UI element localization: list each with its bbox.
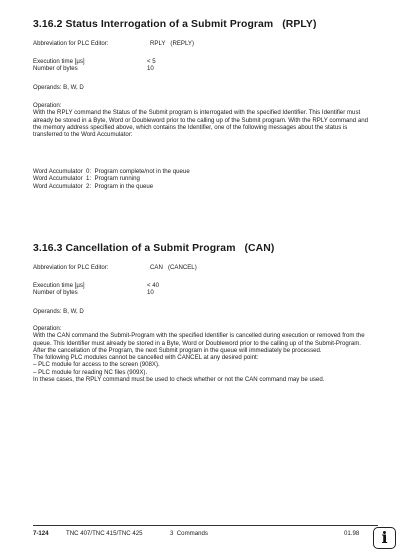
section-title: 3.16.3 Cancellation of a Submit Program xyxy=(33,243,236,254)
abbreviation-row xyxy=(33,264,197,271)
bytes-label: Number of bytes xyxy=(33,289,78,297)
accumulator-line: Word Accumulator 0: Program complete/not in the queue xyxy=(33,168,190,175)
page-number: 7-124 xyxy=(33,530,49,537)
section-code: (RPLY) xyxy=(282,19,317,30)
info-icon xyxy=(373,527,396,549)
footer-date: 01.98 xyxy=(344,530,360,537)
execution-time-value: < 40 xyxy=(147,282,160,289)
footer-model: TNC 407/TNC 415/TNC 425 xyxy=(66,530,143,537)
operation-heading: Operation: xyxy=(33,325,62,332)
abbreviation-label: Abbreviation for PLC Editor: xyxy=(33,40,109,47)
footer-divider xyxy=(33,525,378,526)
execution-time-label: Execution time [µs] xyxy=(33,282,85,289)
footer-chapter: 3 Commands xyxy=(170,530,208,537)
accumulator-line: Word Accumulator 1: Program running xyxy=(33,175,140,183)
section-code: (CAN) xyxy=(244,243,275,254)
operation-text: With the RPLY command the Status of the Submit program is interrogated with the specified Identifier. This Identifier must already be stored in a Byte, Word or Doubleword prior to the calling up of the Submit program. With the RPLY command and the memory address specified above, which contains the Identifier, one of the following messages about the status is transferred to the Word Accumulator: xyxy=(33,109,368,139)
bytes-label: Number of bytes xyxy=(33,65,78,73)
execution-time-label: Execution time [µs] xyxy=(33,58,85,65)
module-item: – PLC module for access to the screen (908X). xyxy=(33,361,160,369)
bytes-value: 10 xyxy=(147,289,154,297)
execution-time-value: < 5 xyxy=(147,58,156,65)
section-heading-can xyxy=(33,243,274,254)
module-note: The following PLC modules cannot be cancelled with CANCEL at any desired point: xyxy=(33,354,259,362)
info-glyph: i xyxy=(381,528,388,547)
accumulator-line: Word Accumulator 2: Program in the queue xyxy=(33,182,154,190)
section-title: 3.16.2 Status Interrogation of a Submit Program xyxy=(33,19,274,30)
operation-block xyxy=(33,102,375,138)
execution-block xyxy=(33,282,159,297)
operands-text: Operands: B, W, D xyxy=(33,84,84,91)
module-note: In these cases, the RPLY command must be used to check whether or not the CAN command may be used. xyxy=(33,376,325,384)
abbreviation-value: CAN (CANCEL) xyxy=(150,264,197,271)
module-item: – PLC module for reading NC files (909X). xyxy=(33,368,148,376)
operation-text: With the CAN command the Submit-Program with the specified Identifier is cancelled during execution or removed from the queue. This Identifier must already be stored in a Byte, Word or Doubleword prior to the calling up of the Submit-Program. After the cancellation of the Program, the next Submit program in the queue will immediately be processed. xyxy=(33,332,365,354)
abbreviation-label: Abbreviation for PLC Editor: xyxy=(33,264,109,271)
abbreviation-row xyxy=(33,40,194,47)
operation-heading: Operation: xyxy=(33,102,62,109)
abbreviation-value: RPLY (REPLY) xyxy=(150,40,195,47)
accumulator-list xyxy=(33,168,190,190)
section-heading-rply xyxy=(33,19,317,30)
operands-text: Operands: B, W, D xyxy=(33,308,84,315)
operation-block xyxy=(33,325,375,383)
bytes-value: 10 xyxy=(147,65,154,73)
execution-block xyxy=(33,58,156,73)
